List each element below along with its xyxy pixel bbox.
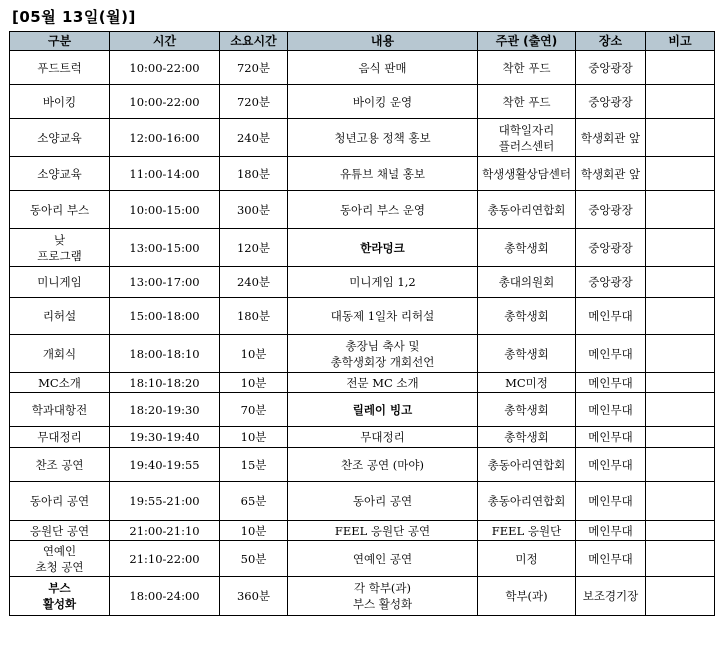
cell-duration: 240분	[220, 267, 288, 298]
cell-category: 동아리 공연	[10, 482, 110, 521]
cell-note	[646, 577, 715, 616]
cell-category: MC소개	[10, 373, 110, 393]
cell-category: 소양교육	[10, 119, 110, 157]
cell-category: 부스 활성화	[10, 577, 110, 616]
cell-duration: 720분	[220, 85, 288, 119]
cell-duration: 10분	[220, 373, 288, 393]
cell-content: 릴레이 빙고	[288, 393, 478, 427]
cell-time: 18:00-18:10	[110, 335, 220, 373]
cell-content: 총장님 축사 및 총학생회장 개회선언	[288, 335, 478, 373]
cell-category: 바이킹	[10, 85, 110, 119]
table-row	[10, 229, 715, 267]
cell-host: 학생생활상담센터	[478, 157, 576, 191]
header-place: 장소	[576, 32, 646, 51]
page-title: [05월 13일(월)]	[12, 8, 136, 26]
cell-host: 총학생회	[478, 393, 576, 427]
cell-category: 동아리 부스	[10, 191, 110, 229]
cell-duration: 240분	[220, 119, 288, 157]
cell-host: 총학생회	[478, 335, 576, 373]
cell-place: 중앙광장	[576, 267, 646, 298]
cell-content: 전문 MC 소개	[288, 373, 478, 393]
header-row	[10, 32, 715, 51]
cell-host: 총동아리연합회	[478, 191, 576, 229]
cell-time: 18:10-18:20	[110, 373, 220, 393]
cell-note	[646, 448, 715, 482]
cell-content: 청년고용 정책 홍보	[288, 119, 478, 157]
table-row	[10, 191, 715, 229]
cell-duration: 65분	[220, 482, 288, 521]
cell-note	[646, 85, 715, 119]
cell-duration: 180분	[220, 157, 288, 191]
cell-content: 동아리 공연	[288, 482, 478, 521]
cell-duration: 300분	[220, 191, 288, 229]
cell-category: 학과대항전	[10, 393, 110, 427]
cell-place: 메인무대	[576, 335, 646, 373]
cell-note	[646, 427, 715, 448]
cell-duration: 180분	[220, 298, 288, 335]
table-row	[10, 427, 715, 448]
cell-time: 15:00-18:00	[110, 298, 220, 335]
cell-place: 메인무대	[576, 298, 646, 335]
cell-note	[646, 157, 715, 191]
cell-note	[646, 521, 715, 541]
cell-duration: 10분	[220, 427, 288, 448]
cell-content: 유튜브 채널 홍보	[288, 157, 478, 191]
cell-content: FEEL 응원단 공연	[288, 521, 478, 541]
cell-host: MC미정	[478, 373, 576, 393]
table-row	[10, 393, 715, 427]
header-duration: 소요시간	[220, 32, 288, 51]
cell-note	[646, 482, 715, 521]
table-row	[10, 577, 715, 616]
cell-time: 21:00-21:10	[110, 521, 220, 541]
table-row	[10, 521, 715, 541]
cell-duration: 360분	[220, 577, 288, 616]
cell-host: 총학생회	[478, 427, 576, 448]
cell-time: 19:55-21:00	[110, 482, 220, 521]
cell-place: 메인무대	[576, 427, 646, 448]
cell-duration: 70분	[220, 393, 288, 427]
cell-category: 무대정리	[10, 427, 110, 448]
cell-category: 소양교육	[10, 157, 110, 191]
cell-place: 중앙광장	[576, 51, 646, 85]
table-row	[10, 119, 715, 157]
cell-category: 리허설	[10, 298, 110, 335]
table-row	[10, 373, 715, 393]
cell-duration: 10분	[220, 335, 288, 373]
cell-host: FEEL 응원단	[478, 521, 576, 541]
cell-content: 바이킹 운영	[288, 85, 478, 119]
cell-content: 한라덩크	[288, 229, 478, 267]
cell-place: 중앙광장	[576, 191, 646, 229]
cell-time: 13:00-17:00	[110, 267, 220, 298]
schedule-table	[9, 31, 715, 616]
header-host: 주관 (출연)	[478, 32, 576, 51]
cell-place: 메인무대	[576, 541, 646, 577]
cell-time: 18:20-19:30	[110, 393, 220, 427]
cell-category: 개회식	[10, 335, 110, 373]
table-row	[10, 298, 715, 335]
cell-note	[646, 298, 715, 335]
cell-note	[646, 119, 715, 157]
cell-host: 미정	[478, 541, 576, 577]
cell-host: 착한 푸드	[478, 51, 576, 85]
cell-time: 10:00-22:00	[110, 51, 220, 85]
cell-note	[646, 51, 715, 85]
cell-time: 13:00-15:00	[110, 229, 220, 267]
cell-content: 찬조 공연 (마야)	[288, 448, 478, 482]
cell-place: 학생회관 앞	[576, 119, 646, 157]
cell-time: 18:00-24:00	[110, 577, 220, 616]
cell-time: 10:00-15:00	[110, 191, 220, 229]
cell-time: 10:00-22:00	[110, 85, 220, 119]
cell-host: 총학생회	[478, 229, 576, 267]
table-row	[10, 541, 715, 577]
header-note: 비고	[646, 32, 715, 51]
table-row	[10, 51, 715, 85]
cell-note	[646, 393, 715, 427]
cell-duration: 50분	[220, 541, 288, 577]
cell-host: 착한 푸드	[478, 85, 576, 119]
cell-time: 11:00-14:00	[110, 157, 220, 191]
cell-content: 각 학부(과) 부스 활성화	[288, 577, 478, 616]
cell-place: 메인무대	[576, 521, 646, 541]
cell-place: 학생회관 앞	[576, 157, 646, 191]
cell-note	[646, 267, 715, 298]
cell-content: 연예인 공연	[288, 541, 478, 577]
header-category: 구분	[10, 32, 110, 51]
cell-content: 동아리 부스 운영	[288, 191, 478, 229]
cell-note	[646, 229, 715, 267]
cell-host: 총동아리연합회	[478, 482, 576, 521]
cell-place: 메인무대	[576, 448, 646, 482]
cell-host: 총대의원회	[478, 267, 576, 298]
cell-duration: 720분	[220, 51, 288, 85]
table-row	[10, 482, 715, 521]
cell-duration: 15분	[220, 448, 288, 482]
cell-note	[646, 373, 715, 393]
cell-content: 무대정리	[288, 427, 478, 448]
cell-category: 찬조 공연	[10, 448, 110, 482]
cell-duration: 10분	[220, 521, 288, 541]
cell-place: 중앙광장	[576, 229, 646, 267]
header-time: 시간	[110, 32, 220, 51]
cell-host: 총동아리연합회	[478, 448, 576, 482]
cell-place: 보조경기장	[576, 577, 646, 616]
cell-content: 음식 판매	[288, 51, 478, 85]
cell-time: 21:10-22:00	[110, 541, 220, 577]
header-content: 내용	[288, 32, 478, 51]
table-row	[10, 157, 715, 191]
cell-content: 대동제 1일차 리허설	[288, 298, 478, 335]
cell-host: 학부(과)	[478, 577, 576, 616]
table-row	[10, 85, 715, 119]
cell-place: 중앙광장	[576, 85, 646, 119]
table-row	[10, 267, 715, 298]
cell-note	[646, 541, 715, 577]
cell-category: 응원단 공연	[10, 521, 110, 541]
cell-duration: 120분	[220, 229, 288, 267]
cell-category: 미니게임	[10, 267, 110, 298]
cell-host: 대학일자리 플러스센터	[478, 119, 576, 157]
table-row	[10, 448, 715, 482]
cell-place: 메인무대	[576, 373, 646, 393]
cell-category: 연예인 초청 공연	[10, 541, 110, 577]
cell-note	[646, 335, 715, 373]
cell-place: 메인무대	[576, 482, 646, 521]
cell-time: 19:30-19:40	[110, 427, 220, 448]
cell-content: 미니게임 1,2	[288, 267, 478, 298]
cell-place: 메인무대	[576, 393, 646, 427]
cell-category: 낮 프로그램	[10, 229, 110, 267]
cell-category: 푸드트럭	[10, 51, 110, 85]
table-row	[10, 335, 715, 373]
cell-note	[646, 191, 715, 229]
cell-time: 19:40-19:55	[110, 448, 220, 482]
cell-host: 총학생회	[478, 298, 576, 335]
cell-time: 12:00-16:00	[110, 119, 220, 157]
